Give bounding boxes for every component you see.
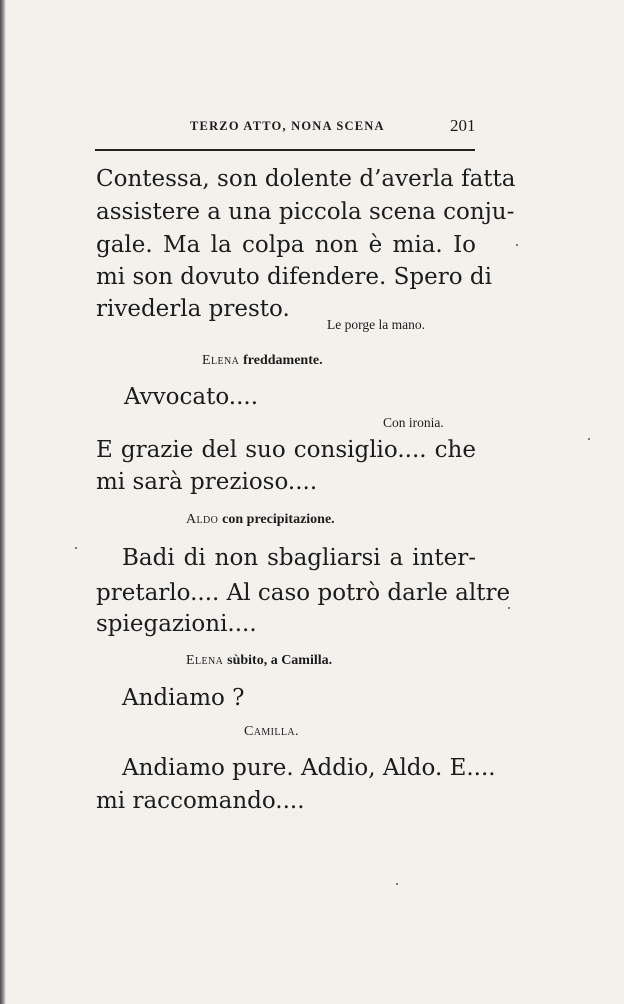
paper-speck bbox=[516, 244, 518, 246]
text-line: spiegazioni.... bbox=[96, 611, 257, 637]
speaker-name: Aldo bbox=[186, 512, 219, 527]
header-rule bbox=[95, 149, 475, 151]
speaker-heading bbox=[244, 724, 299, 740]
speaker-heading bbox=[202, 353, 323, 369]
text-line: Andiamo pure. Addio, Aldo. E.... bbox=[122, 755, 496, 781]
speaker-heading bbox=[186, 512, 335, 528]
text-line: Andiamo ? bbox=[122, 685, 245, 711]
paper-speck bbox=[588, 438, 590, 440]
speaker-direction: freddamente. bbox=[243, 353, 323, 368]
stage-direction: Con ironia. bbox=[383, 415, 444, 430]
speaker-name: Elena bbox=[186, 653, 224, 668]
text-line: mi son dovuto difendere. Spero di bbox=[96, 264, 492, 290]
text-line: rivederla presto. bbox=[96, 296, 290, 322]
paper-speck bbox=[75, 547, 77, 549]
speaker-direction: sùbito, a Camilla. bbox=[227, 653, 333, 668]
page-spine-edge bbox=[0, 0, 6, 1004]
paper-speck bbox=[508, 607, 510, 609]
text-line: assistere a una piccola scena conju- bbox=[96, 199, 515, 225]
running-title: TERZO ATTO, NONA SCENA bbox=[190, 119, 385, 133]
text-line: E grazie del suo consiglio.... che bbox=[96, 437, 476, 463]
text-line: mi raccomando.... bbox=[96, 788, 305, 814]
speaker-direction: con precipitazione. bbox=[222, 512, 335, 527]
text-line: Badi di non sbagliarsi a inter- bbox=[122, 545, 476, 571]
page-number: 201 bbox=[450, 116, 476, 135]
paper-speck bbox=[396, 883, 398, 885]
text-line: pretarlo.... Al caso potrò darle altre bbox=[96, 580, 511, 606]
stage-direction: Le porge la mano. bbox=[327, 317, 425, 332]
speaker-heading bbox=[186, 653, 332, 669]
text-line: Avvocato.... bbox=[124, 384, 259, 410]
speaker-name: Elena bbox=[202, 353, 240, 368]
text-line: mi sarà prezioso.... bbox=[96, 469, 318, 495]
speaker-name: Camilla. bbox=[244, 724, 299, 739]
text-line: gale. Ma la colpa non è mia. Io bbox=[96, 232, 476, 258]
text-line: Contessa, son dolente d’averla fatta bbox=[96, 166, 516, 192]
